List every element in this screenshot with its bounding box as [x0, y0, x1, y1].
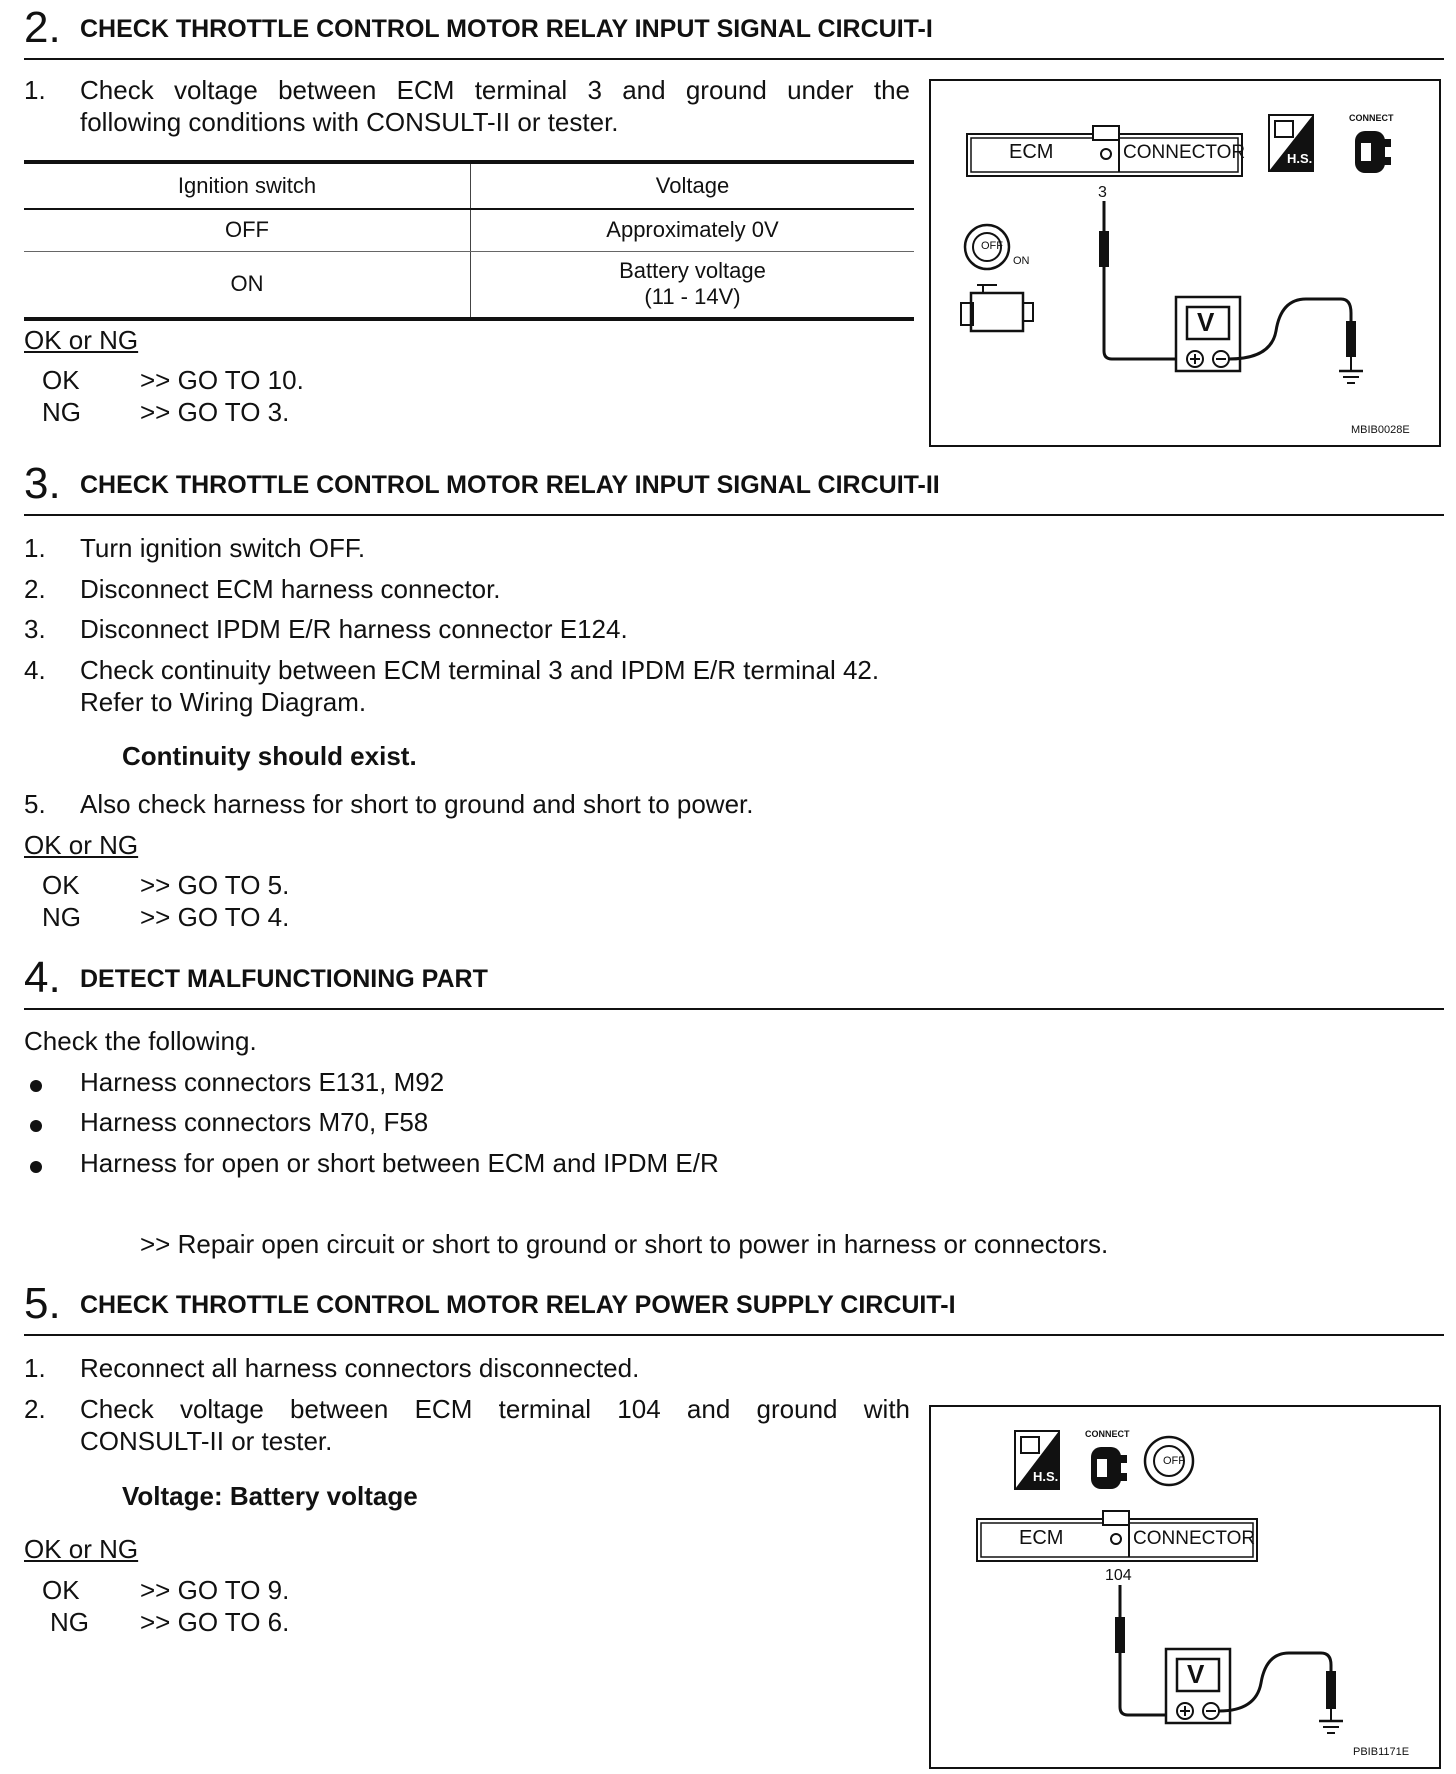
list-item: Harness connectors E131, M92	[80, 1067, 445, 1097]
section-title: CHECK THROTTLE CONTROL MOTOR RELAY POWER SUPPLY CIRCUIT-I	[80, 1291, 956, 1319]
voltmeter-label: V	[1197, 307, 1215, 337]
terminal-number: 104	[1105, 1567, 1132, 1584]
diagram-graphic	[931, 81, 1439, 445]
hs-label: H.S.	[1033, 1469, 1059, 1484]
bullet-icon	[30, 1120, 42, 1132]
step-number: 1.	[24, 1353, 46, 1383]
table-cell	[471, 251, 915, 319]
ok-or-ng-label: OK or NG	[24, 830, 139, 860]
section-3-header	[24, 456, 1444, 516]
step-number: 1.	[24, 75, 46, 105]
ok-or-ng-label: OK or NG	[24, 1534, 139, 1564]
result-label: NG	[42, 902, 81, 932]
connector-label: CONNECTOR	[1133, 1528, 1256, 1549]
table-cell: ON	[24, 251, 471, 319]
key-off-label: OFF	[981, 240, 1003, 252]
hs-label: H.S.	[1287, 151, 1313, 166]
connect-label: CONNECT	[1085, 1429, 1130, 1439]
table-row	[24, 251, 914, 319]
connector-label: CONNECTOR	[1123, 142, 1246, 163]
step-text-line: Check voltage between ECM terminal 104 and ground with	[80, 1394, 910, 1424]
step-number: 1.	[24, 533, 46, 563]
step-text-line: following conditions with CONSULT-II or tester.	[80, 107, 619, 137]
section-4-header	[24, 950, 1444, 1010]
table-header-ignition: Ignition switch	[24, 162, 471, 209]
specification: Voltage: Battery voltage	[122, 1481, 418, 1511]
section-title: CHECK THROTTLE CONTROL MOTOR RELAY INPUT SIGNAL CIRCUIT-I	[80, 15, 933, 43]
step-number: 5.	[24, 789, 46, 819]
section-number: 2.	[24, 3, 61, 52]
section-number: 4.	[24, 953, 61, 1002]
step-text: Disconnect IPDM E/R harness connector E124.	[80, 614, 628, 644]
specification: Continuity should exist.	[122, 741, 417, 771]
section-2-header	[24, 0, 1444, 60]
step-text: Check continuity between ECM terminal 3 and IPDM E/R terminal 42.	[80, 655, 880, 685]
section-number: 5.	[24, 1279, 61, 1328]
connect-label: CONNECT	[1349, 113, 1394, 123]
step-text-line: Refer to Wiring Diagram.	[80, 687, 367, 717]
step-number: 2.	[24, 574, 46, 604]
result-action: >> GO TO 6.	[140, 1607, 290, 1637]
ok-or-ng-label: OK or NG	[24, 325, 139, 355]
result-action: >> GO TO 10.	[140, 365, 304, 395]
ecm-voltage-check-diagram	[929, 79, 1441, 447]
table-cell-line: Battery voltage	[619, 258, 766, 284]
step-number: 2.	[24, 1394, 46, 1424]
ecm-power-supply-diagram	[929, 1405, 1441, 1769]
step-text-line: Check voltage between ECM terminal 3 and ground under the	[80, 75, 910, 105]
step-text: Turn ignition switch OFF.	[80, 533, 366, 563]
ecm-label: ECM	[1019, 1527, 1064, 1549]
ecm-label: ECM	[1009, 141, 1054, 163]
result-label: OK	[42, 365, 80, 395]
diagram-graphic	[931, 1407, 1439, 1767]
voltage-table	[24, 160, 914, 321]
repair-instruction: >> Repair open circuit or short to ground or short to power in harness or connectors.	[140, 1229, 1109, 1259]
step-text: Also check harness for short to ground and short to power.	[80, 789, 754, 819]
table-cell-line: (11 - 14V)	[644, 284, 741, 310]
result-action: >> GO TO 5.	[140, 870, 290, 900]
result-action: >> GO TO 3.	[140, 397, 290, 427]
key-on-label: ON	[1013, 255, 1030, 267]
table-header-voltage: Voltage	[471, 162, 915, 209]
table-cell: Approximately 0V	[471, 209, 915, 251]
terminal-number: 3	[1098, 184, 1107, 201]
result-action: >> GO TO 4.	[140, 902, 290, 932]
section-5-header	[24, 1276, 1444, 1336]
result-label: OK	[42, 1575, 80, 1605]
figure-code: MBIB0028E	[1351, 424, 1410, 436]
intro-text: Check the following.	[24, 1026, 257, 1056]
result-label: NG	[42, 397, 81, 427]
table-cell: OFF	[24, 209, 471, 251]
bullet-icon	[30, 1080, 42, 1092]
step-text: Disconnect ECM harness connector.	[80, 574, 501, 604]
result-label: NG	[50, 1607, 89, 1637]
step-text: Reconnect all harness connectors disconnected.	[80, 1353, 640, 1383]
key-off-label: OFF	[1163, 1455, 1185, 1467]
step-number: 4.	[24, 655, 46, 685]
result-label: OK	[42, 870, 80, 900]
step-number: 3.	[24, 614, 46, 644]
list-item: Harness for open or short between ECM and IPDM E/R	[80, 1148, 719, 1178]
voltmeter-label: V	[1187, 1659, 1205, 1689]
list-item: Harness connectors M70, F58	[80, 1107, 429, 1137]
section-title: DETECT MALFUNCTIONING PART	[80, 965, 488, 993]
section-number: 3.	[24, 459, 61, 508]
figure-code: PBIB1171E	[1353, 1746, 1410, 1758]
bullet-icon	[30, 1161, 42, 1173]
result-action: >> GO TO 9.	[140, 1575, 290, 1605]
step-text-line: CONSULT-II or tester.	[80, 1426, 333, 1456]
section-title: CHECK THROTTLE CONTROL MOTOR RELAY INPUT SIGNAL CIRCUIT-II	[80, 471, 940, 499]
table-header-row	[24, 162, 914, 209]
table-row	[24, 209, 914, 251]
